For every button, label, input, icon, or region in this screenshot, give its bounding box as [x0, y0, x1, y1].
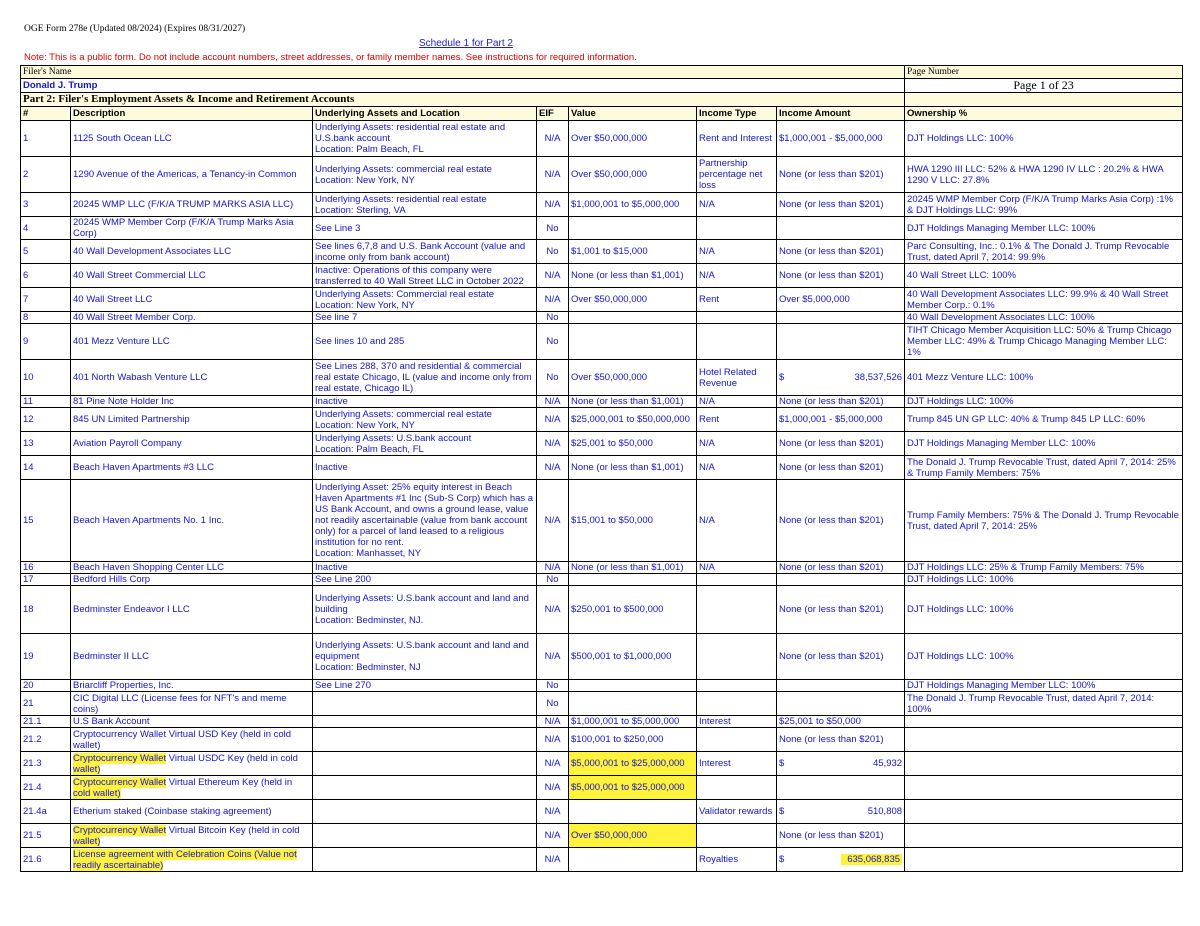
row-description: 20245 WMP Member Corp (F/K/A Trump Marks Asia Corp): [71, 217, 313, 240]
table-row: [21, 157, 1183, 193]
row-ownership: Trump Family Members: 75% & The Donald J. Trump Revocable Trust, dated April 7, 2014: 25%: [905, 480, 1183, 562]
table-row: [21, 396, 1183, 408]
row-eif: No: [537, 324, 569, 360]
row-eif: No: [537, 680, 569, 692]
row-underlying-assets: Underlying Assets: residential real estate Location: Sterling, VA: [313, 193, 537, 217]
row-income-type: [697, 586, 777, 634]
row-income-type: [697, 824, 777, 848]
filer-name: Donald J. Trump: [21, 79, 905, 93]
row-income-amount: Over $5,000,000: [777, 288, 905, 312]
row-description: 401 Mezz Venture LLC: [71, 324, 313, 360]
row-underlying-assets: Underlying Assets: commercial real estate Location: New York, NY: [313, 157, 537, 193]
row-underlying-assets: Inactive: [313, 562, 537, 574]
row-income-type: Validator rewards: [697, 800, 777, 824]
row-description: Beach Haven Shopping Center LLC: [71, 562, 313, 574]
row-value: None (or less than $1,001): [569, 562, 697, 574]
row-value: [569, 324, 697, 360]
table-row: [21, 288, 1183, 312]
row-income-amount: [777, 680, 905, 692]
row-income-type: Interest: [697, 752, 777, 776]
income-amount-value: [779, 372, 902, 383]
col-header-eif: EIF: [537, 107, 569, 121]
row-underlying-assets: [313, 800, 537, 824]
row-value: [569, 312, 697, 324]
row-eif: No: [537, 240, 569, 264]
row-number: 16: [21, 562, 71, 574]
row-underlying-assets: See Line 200: [313, 574, 537, 586]
row-description: 401 North Wabash Venture LLC: [71, 360, 313, 396]
row-eif: N/A: [537, 824, 569, 848]
row-income-type: N/A: [697, 432, 777, 456]
amount-number: 38,537,526: [854, 372, 903, 383]
row-value: $100,001 to $250,000: [569, 728, 697, 752]
row-description: [71, 848, 313, 872]
col-header-income-amount: Income Amount: [777, 107, 905, 121]
row-value: [569, 680, 697, 692]
row-underlying-assets: [313, 848, 537, 872]
highlighted-text: cold wallet): [73, 787, 121, 799]
row-number: 20: [21, 680, 71, 692]
row-ownership: DJT Holdings LLC: 100%: [905, 586, 1183, 634]
highlighted-text: Cryptocurrency Wallet: [73, 752, 167, 764]
row-number: 11: [21, 396, 71, 408]
row-number: 12: [21, 408, 71, 432]
row-income-type: [697, 692, 777, 716]
row-income-type: N/A: [697, 396, 777, 408]
row-eif: No: [537, 217, 569, 240]
row-income-type: [697, 324, 777, 360]
highlighted-text: wallet): [73, 763, 101, 775]
highlighted-text: License agreement with Celebration Coins (Value not readily ascertainable): [73, 848, 297, 871]
row-income-amount: None (or less than $201): [777, 634, 905, 680]
row-income-amount: [777, 848, 905, 872]
row-description: 40 Wall Street Commercial LLC: [71, 264, 313, 288]
row-eif: N/A: [537, 800, 569, 824]
row-income-type: N/A: [697, 264, 777, 288]
row-number: 21: [21, 692, 71, 716]
row-description: Bedford Hills Corp: [71, 574, 313, 586]
row-description: Cryptocurrency Wallet Virtual USDC Key (held in cold wallet): [71, 752, 313, 776]
row-income-amount: [777, 692, 905, 716]
row-income-type: [697, 680, 777, 692]
row-description: 845 UN Limited Partnership: [71, 408, 313, 432]
row-description: Cryptocurrency Wallet Virtual Bitcoin Key (held in cold wallet): [71, 824, 313, 848]
row-eif: N/A: [537, 586, 569, 634]
row-description: 1290 Avenue of the Americas, a Tenancy-in Common: [71, 157, 313, 193]
row-value: [569, 574, 697, 586]
row-value: $250,001 to $500,000: [569, 586, 697, 634]
row-value: Over $50,000,000: [569, 360, 697, 396]
col-header-description: Description: [71, 107, 313, 121]
row-number: 21.4: [21, 776, 71, 800]
table-row: [21, 432, 1183, 456]
filer-label: Filer's Name: [21, 66, 905, 79]
row-number: 1: [21, 121, 71, 157]
row-number: 18: [21, 586, 71, 634]
row-value: $25,000,001 to $50,000,000: [569, 408, 697, 432]
table-row: [21, 800, 1183, 824]
row-ownership: [905, 824, 1183, 848]
row-underlying-assets: [313, 752, 537, 776]
row-eif: No: [537, 312, 569, 324]
row-ownership: [905, 716, 1183, 728]
row-income-amount: None (or less than $201): [777, 586, 905, 634]
row-description: 40 Wall Street LLC: [71, 288, 313, 312]
row-income-type: [697, 312, 777, 324]
row-income-type: Royalties: [697, 848, 777, 872]
row-number: 2: [21, 157, 71, 193]
row-income-type: Rent: [697, 288, 777, 312]
row-income-type: N/A: [697, 193, 777, 217]
row-ownership: 40 Wall Street LLC: 100%: [905, 264, 1183, 288]
filer-label-row: [21, 66, 1183, 79]
row-eif: N/A: [537, 776, 569, 800]
row-value: $5,000,001 to $25,000,000: [569, 776, 697, 800]
row-number: 9: [21, 324, 71, 360]
row-eif: N/A: [537, 396, 569, 408]
row-income-type: Partnership percentage net loss: [697, 157, 777, 193]
income-amount-value: [779, 854, 902, 865]
row-underlying-assets: See lines 10 and 285: [313, 324, 537, 360]
row-ownership: DJT Holdings LLC: 100%: [905, 574, 1183, 586]
row-underlying-assets: Underlying Assets: residential real estate and U.S.bank account Location: Palm Beach, FL: [313, 121, 537, 157]
col-header-income-type: Income Type: [697, 107, 777, 121]
row-income-type: Hotel Related Revenue: [697, 360, 777, 396]
row-income-amount: [777, 312, 905, 324]
row-description: Beach Haven Apartments No. 1 Inc.: [71, 480, 313, 562]
table-row: [21, 324, 1183, 360]
row-ownership: DJT Holdings LLC: 100%: [905, 396, 1183, 408]
row-description: Cryptocurrency Wallet Virtual Ethereum Key (held in cold wallet): [71, 776, 313, 800]
row-income-amount: [777, 776, 905, 800]
row-income-amount: None (or less than $201): [777, 240, 905, 264]
row-underlying-assets: Underlying Assets: Commercial real estate Location: New York, NY: [313, 288, 537, 312]
row-income-type: N/A: [697, 562, 777, 574]
page-number: Page 1 of 23: [905, 79, 1183, 93]
row-eif: No: [537, 692, 569, 716]
row-number: 21.3: [21, 752, 71, 776]
row-number: 7: [21, 288, 71, 312]
row-underlying-assets: [313, 824, 537, 848]
row-value: [569, 692, 697, 716]
row-value: [569, 848, 697, 872]
row-description: Aviation Payroll Company: [71, 432, 313, 456]
row-description: Briarcliff Properties, Inc.: [71, 680, 313, 692]
row-income-amount: [777, 800, 905, 824]
table-row: [21, 240, 1183, 264]
row-underlying-assets: See Line 270: [313, 680, 537, 692]
row-income-amount: None (or less than $201): [777, 396, 905, 408]
row-description: Cryptocurrency Wallet Virtual USD Key (held in cold wallet): [71, 728, 313, 752]
table-row: [21, 692, 1183, 716]
row-underlying-assets: [313, 716, 537, 728]
filer-row: [21, 79, 1183, 93]
row-income-amount: $1,000,001 - $5,000,000: [777, 121, 905, 157]
col-header-underlying: Underlying Assets and Location: [313, 107, 537, 121]
highlighted-text: wallet): [73, 835, 101, 847]
row-value: $500,001 to $1,000,000: [569, 634, 697, 680]
row-number: 13: [21, 432, 71, 456]
row-ownership: TIHT Chicago Member Acquisition LLC: 50% & Trump Chicago Member LLC: 49% & Trump Chicago Managing Member LLC: 1%: [905, 324, 1183, 360]
row-income-amount: [777, 217, 905, 240]
row-eif: N/A: [537, 121, 569, 157]
row-description: Bedminster Endeavor I LLC: [71, 586, 313, 634]
currency-symbol: $: [779, 372, 785, 383]
row-description: 1125 South Ocean LLC: [71, 121, 313, 157]
row-ownership: 20245 WMP Member Corp (F/K/A Trump Marks Asia Corp) :1% & DJT Holdings LLC: 99%: [905, 193, 1183, 217]
row-ownership: DJT Holdings Managing Member LLC: 100%: [905, 217, 1183, 240]
table-row: [21, 408, 1183, 432]
row-value: $15,001 to $50,000: [569, 480, 697, 562]
table-row: [21, 562, 1183, 574]
table-row: [21, 716, 1183, 728]
row-number: 21.2: [21, 728, 71, 752]
row-value: $5,000,001 to $25,000,000: [569, 752, 697, 776]
table-row: [21, 680, 1183, 692]
row-eif: N/A: [537, 456, 569, 480]
row-income-type: [697, 728, 777, 752]
part-row: [21, 93, 1183, 107]
table-row: [21, 824, 1183, 848]
row-description: Bedminster II LLC: [71, 634, 313, 680]
row-income-amount: None (or less than $201): [777, 264, 905, 288]
amount-number: 510,808: [867, 806, 903, 817]
row-income-amount: [777, 752, 905, 776]
row-value: $1,001 to $15,000: [569, 240, 697, 264]
row-ownership: 401 Mezz Venture LLC: 100%: [905, 360, 1183, 396]
row-income-amount: None (or less than $201): [777, 157, 905, 193]
row-ownership: DJT Holdings LLC: 25% & Trump Family Members: 75%: [905, 562, 1183, 574]
row-description: 40 Wall Development Associates LLC: [71, 240, 313, 264]
row-value: [569, 800, 697, 824]
row-ownership: [905, 848, 1183, 872]
row-income-type: Interest: [697, 716, 777, 728]
row-income-type: [697, 574, 777, 586]
row-eif: N/A: [537, 157, 569, 193]
row-number: 4: [21, 217, 71, 240]
row-eif: N/A: [537, 728, 569, 752]
amount-number: 635,068,835: [841, 854, 902, 865]
table-row: [21, 586, 1183, 634]
row-description: U.S Bank Account: [71, 716, 313, 728]
row-ownership: DJT Holdings LLC: 100%: [905, 634, 1183, 680]
row-eif: No: [537, 360, 569, 396]
row-eif: N/A: [537, 432, 569, 456]
schedule-link[interactable]: Schedule 1 for Part 2: [419, 38, 513, 49]
table-row: [21, 360, 1183, 396]
row-eif: N/A: [537, 408, 569, 432]
form-title: OGE Form 278e (Updated 08/2024) (Expires 08/31/2027): [24, 24, 246, 34]
row-income-type: N/A: [697, 480, 777, 562]
row-ownership: HWA 1290 III LLC: 52% & HWA 1290 IV LLC : 20.2% & HWA 1290 V LLC: 27.8%: [905, 157, 1183, 193]
row-ownership: DJT Holdings Managing Member LLC: 100%: [905, 680, 1183, 692]
row-number: 21.5: [21, 824, 71, 848]
row-value: $1,000,001 to $5,000,000: [569, 716, 697, 728]
row-eif: N/A: [537, 716, 569, 728]
row-underlying-assets: See line 7: [313, 312, 537, 324]
col-header-ownership: Ownership %: [905, 107, 1183, 121]
row-value: None (or less than $1,001): [569, 396, 697, 408]
table-row: [21, 574, 1183, 586]
row-underlying-assets: See Line 3: [313, 217, 537, 240]
table-row: [21, 217, 1183, 240]
row-underlying-assets: [313, 692, 537, 716]
currency-symbol: $: [779, 758, 785, 769]
row-income-amount: $1,000,001 - $5,000,000: [777, 408, 905, 432]
row-underlying-assets: Underlying Assets: U.S.bank account Location: Palm Beach, FL: [313, 432, 537, 456]
row-number: 21.4a: [21, 800, 71, 824]
row-income-amount: None (or less than $201): [777, 193, 905, 217]
row-value: None (or less than $1,001): [569, 456, 697, 480]
row-number: 14: [21, 456, 71, 480]
row-eif: N/A: [537, 193, 569, 217]
page-label: Page Number: [905, 66, 1183, 79]
row-income-amount: $25,001 to $50,000: [777, 716, 905, 728]
row-value: Over $50,000,000: [569, 121, 697, 157]
row-value: None (or less than $1,001): [569, 264, 697, 288]
row-number: 3: [21, 193, 71, 217]
row-underlying-assets: See lines 6,7,8 and U.S. Bank Account (value and income only from bank account): [313, 240, 537, 264]
row-number: 8: [21, 312, 71, 324]
row-income-amount: [777, 324, 905, 360]
row-income-type: Rent: [697, 408, 777, 432]
income-amount-value: [779, 806, 902, 817]
row-value: [569, 217, 697, 240]
row-underlying-assets: Underlying Assets: commercial real estate Location: New York, NY: [313, 408, 537, 432]
row-number: 6: [21, 264, 71, 288]
row-ownership: The Donald J. Trump Revocable Trust, dated April 7, 2014: 100%: [905, 692, 1183, 716]
row-ownership: The Donald J. Trump Revocable Trust, dated April 7, 2014: 25% & Trump Family Members: 75%: [905, 456, 1183, 480]
income-amount-value: [779, 758, 902, 769]
table-row: [21, 121, 1183, 157]
row-eif: N/A: [537, 288, 569, 312]
row-value: Over $50,000,000: [569, 288, 697, 312]
row-income-type: N/A: [697, 456, 777, 480]
row-eif: N/A: [537, 634, 569, 680]
row-eif: N/A: [537, 562, 569, 574]
row-income-type: [697, 634, 777, 680]
row-ownership: [905, 800, 1183, 824]
row-underlying-assets: Inactive: [313, 396, 537, 408]
row-description: CIC Digital LLC (License fees for NFT's and meme coins): [71, 692, 313, 716]
table-row: [21, 264, 1183, 288]
row-underlying-assets: See Lines 288, 370 and residential & commercial real estate Chicago, IL (value and income only from real estate, Chicago IL): [313, 360, 537, 396]
row-value: Over $50,000,000: [569, 157, 697, 193]
row-description: 81 Pine Note Holder Inc: [71, 396, 313, 408]
public-form-note: Note: This is a public form. Do not include account numbers, street addresses, or family member names. See instructions for required information.: [24, 52, 637, 63]
amount-number: 45,932: [872, 758, 903, 769]
row-value: $25,001 to $50,000: [569, 432, 697, 456]
row-number: 21.1: [21, 716, 71, 728]
row-description: Beach Haven Apartments #3 LLC: [71, 456, 313, 480]
row-income-amount: None (or less than $201): [777, 480, 905, 562]
row-value: $1,000,001 to $5,000,000: [569, 193, 697, 217]
row-description: 40 Wall Street Member Corp.: [71, 312, 313, 324]
row-eif: N/A: [537, 752, 569, 776]
row-income-amount: None (or less than $201): [777, 824, 905, 848]
part-title: Part 2: Filer's Employment Assets & Income and Retirement Accounts: [21, 93, 905, 107]
assets-table: [20, 65, 1183, 872]
row-underlying-assets: Underlying Assets: U.S.bank account and land and building Location: Bedminster, NJ.: [313, 586, 537, 634]
row-income-type: N/A: [697, 240, 777, 264]
row-number: 21.6: [21, 848, 71, 872]
row-description: 20245 WMP LLC (F/K/A TRUMP MARKS ASIA LLC): [71, 193, 313, 217]
table-row: [21, 728, 1183, 752]
row-value: Over $50,000,000: [569, 824, 697, 848]
row-number: 17: [21, 574, 71, 586]
row-underlying-assets: [313, 728, 537, 752]
row-underlying-assets: Underlying Assets: U.S.bank account and land and equipment Location: Bedminster, NJ: [313, 634, 537, 680]
row-underlying-assets: Inactive: [313, 456, 537, 480]
table-row: [21, 456, 1183, 480]
table-row: [21, 848, 1183, 872]
row-ownership: DJT Holdings Managing Member LLC: 100%: [905, 432, 1183, 456]
row-eif: N/A: [537, 480, 569, 562]
row-income-type: Rent and Interest: [697, 121, 777, 157]
row-number: 15: [21, 480, 71, 562]
row-number: 5: [21, 240, 71, 264]
row-ownership: [905, 752, 1183, 776]
row-income-amount: None (or less than $201): [777, 456, 905, 480]
row-eif: No: [537, 574, 569, 586]
column-header-row: [21, 107, 1183, 121]
table-row: [21, 776, 1183, 800]
table-row: [21, 752, 1183, 776]
row-ownership: Parc Consulting, Inc.: 0.1% & The Donald J. Trump Revocable Trust, dated April 7, 2014: 99.9%: [905, 240, 1183, 264]
table-row: [21, 312, 1183, 324]
row-underlying-assets: [313, 776, 537, 800]
currency-symbol: $: [779, 854, 785, 865]
row-ownership: 40 Wall Development Associates LLC: 100%: [905, 312, 1183, 324]
row-number: 19: [21, 634, 71, 680]
row-income-type: [697, 776, 777, 800]
row-ownership: [905, 776, 1183, 800]
row-income-amount: [777, 360, 905, 396]
highlighted-text: Cryptocurrency Wallet: [73, 776, 167, 788]
highlighted-text: Cryptocurrency Wallet: [73, 824, 167, 836]
col-header-value: Value: [569, 107, 697, 121]
row-income-type: [697, 217, 777, 240]
row-underlying-assets: Underlying Asset: 25% equity interest in Beach Haven Apartments #1 Inc (Sub-S Corp) which has a US Bank Account, and owns a ground lease, value not readily ascertainable (value from bank account only) for a parcel of land leased to a religious institution for no rent. Location: Manhasset, NY: [313, 480, 537, 562]
table-row: [21, 480, 1183, 562]
part-blank: [905, 93, 1183, 107]
table-row: [21, 634, 1183, 680]
row-ownership: Trump 845 UN GP LLC: 40% & Trump 845 LP LLC: 60%: [905, 408, 1183, 432]
row-ownership: DJT Holdings LLC: 100%: [905, 121, 1183, 157]
row-income-amount: None (or less than $201): [777, 728, 905, 752]
row-number: 10: [21, 360, 71, 396]
row-ownership: 40 Wall Development Associates LLC: 99.9% & 40 Wall Street Member Corp.: 0.1%: [905, 288, 1183, 312]
row-eif: N/A: [537, 848, 569, 872]
row-underlying-assets: Inactive: Operations of this company were transferred to 40 Wall Street LLC in October 2022: [313, 264, 537, 288]
col-header-num: #: [21, 107, 71, 121]
currency-symbol: $: [779, 806, 785, 817]
row-income-amount: [777, 574, 905, 586]
row-income-amount: None (or less than $201): [777, 432, 905, 456]
table-row: [21, 193, 1183, 217]
row-eif: N/A: [537, 264, 569, 288]
row-ownership: [905, 728, 1183, 752]
row-description: Etherium staked (Coinbase staking agreement): [71, 800, 313, 824]
row-income-amount: None (or less than $201): [777, 562, 905, 574]
